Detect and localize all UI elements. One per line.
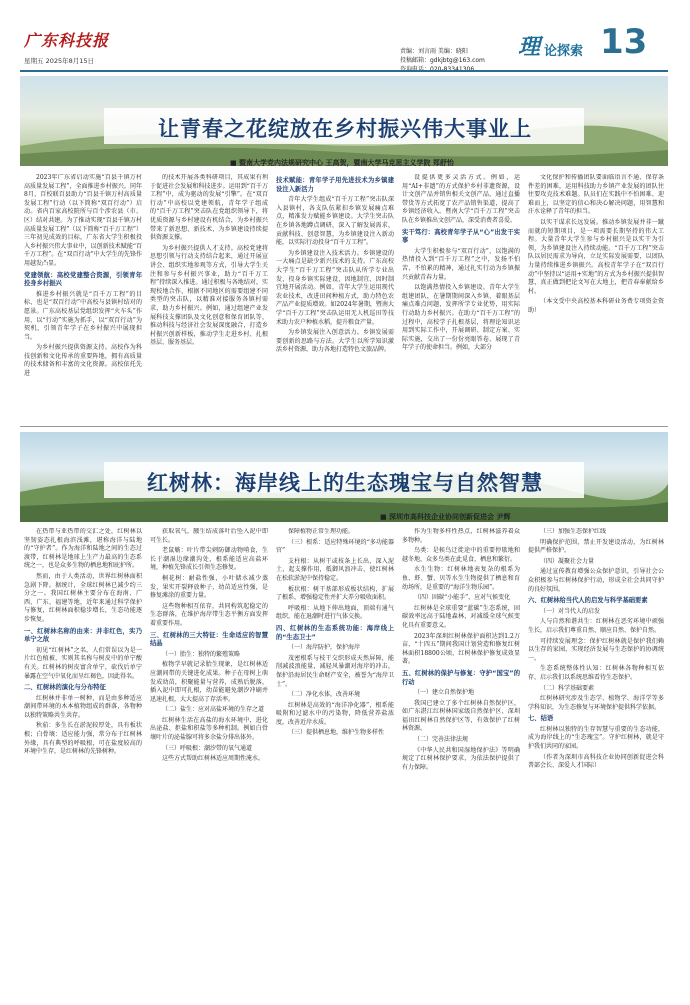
paragraph: 为乡村振兴提供资源支持。高校作为科技创新和文化传承的重要阵地，拥有高质量的技术储备和丰富的文化资源。高校依托先进 <box>24 344 142 378</box>
section-subhead: 二、红树林的演化与分布特征 <box>24 684 106 692</box>
paragraph: 以实干谋求长远发展。推动乡镇发展并非一蹴而就的短期项目，是一项需要长期坚持的伟大工程。大量青年大学生参与乡村振兴是以实干为引领，为乡镇建设注入持续动能。“百千万工程”突击队以居民需求为导向，立足实际发展需要，以团队力量持续推进乡镇振兴。高校青年学子在“双百行动”中坚持以“运用+实地”的方式为乡村振兴提供智慧，真正做到把论文写在大地上，把青春奉献给乡村。 <box>528 218 664 295</box>
paragraph: 的技术开展各类科研项目，其成果有利于促进社会发展和科技进步。运用到“百千万工程”中，成为驱动的发展“引擎”。在“双百行动”中高校以党建领航，青年学子组成的“百千万工程”突击队在党组织领导下，将优质资源与乡村建设有机结合，为乡村振兴带来了新思想、新技术，为乡镇建设持续提供资源支撑。 <box>150 174 268 242</box>
article2-column-2 <box>150 528 268 994</box>
paragraph: 青年大学生组成“百千万工程”突击队深入县镇村，各支队伍紧扣乡镇发展痛点难点，精准发力赋能乡镇建设。大学生突击队在乡镇各地蹲点调研，深入了解发展需求，贡献科技、创意智慧，为乡镇建设注入新动能，以实际行动投身“百千万工程”。 <box>276 196 394 247</box>
article1-byline: ■ 暨南大学党内法规研究中心 王高贺，暨南大学马克思主义学院 郑舒怡 <box>230 159 454 167</box>
paragraph: 茂密根系与枝干交织形成天然屏障，能削减波浪能量，减轻风暴潮对海岸的冲击，保护沿海居民生命财产安全，被誉为“海岸卫士”。 <box>276 654 394 688</box>
paragraph: （四）固碳“小能手”，应对气候变化 <box>414 594 511 602</box>
article2-title: 红树林：海岸线上的生态瑰宝与自然智慧 <box>147 471 543 495</box>
section-subhead: 七、结语 <box>528 715 554 723</box>
paragraph: 以饱满热情投入乡镇建设。青年大学生组建团队，在暑期期间深入乡镇，着眼基层痛点难点问题，发挥所学专业优势，用实际行动助力乡村振兴。在助力“百千万工程”的过程中，高校学子扎根基层，将理论知识运用到实际工作中，开展调研、制定方案、实际实施，交出了一份份亮眼答卷，展现了青年学子的使命担当。例如，大部分 <box>402 284 520 352</box>
paragraph: 为乡村振兴提供人才支持。高校党建将思想引领与行动支持结合起来，通过开展宣讲会、组织实地参观等方式，引导大学生关注和参与乡村振兴事业，助力“百千万工程”持续深入推进。通过积极与各地结对，实现校地合作，根据不同地区的需要组建不同类型的突击队，以精准对接服务各镇村需求，助力乡村振兴。例如，通过组建产业发展科技支撑团队及文化创意和保育团队等，推动科技与经济社会发展深度融合，打造乡村振兴创新样板，推动学生走进乡村、扎根基层、服务基层。 <box>150 244 268 347</box>
article1-column-4 <box>402 174 520 420</box>
paragraph: 生态系统整体性认知：红树林各物种相互依存，启示我们以系统思维看待生态保护。 <box>528 665 664 681</box>
masthead <box>0 0 690 72</box>
paragraph: 可持续发展理念：保护红树林就是保护我们赖以生存的家园，实现经济发展与生态保护的协调统一。 <box>528 637 664 662</box>
paragraph: 红树林以独特的生存智慧与重要的生态功能，成为海岸线上的“生态瑰宝”。守护红树林，就是守护我们共同的家园。 <box>528 725 664 751</box>
section-subhead: 党建领航：高校党建整合资源，引领青年投身乡村振兴 <box>24 271 142 288</box>
page-number: 13 <box>600 22 648 62</box>
section-subhead: 五、红树林的保护与修复：守护“国宝”的行动 <box>402 669 520 686</box>
section-subhead: 四、红树林的生态系统功能：海岸线上的“生态卫士” <box>276 624 394 641</box>
paragraph: 老鼠簕：叶片带尖刺防御动物啃食，生长于潮湿边缘潮沟处，根系能适应高盐环境，种植先锋成长引领生态修复。 <box>150 547 268 572</box>
section-tag <box>518 30 588 64</box>
paragraph: 为乡镇建设注入技术活力。乡镇建设的一大痛点是缺少新兴技术的支持。广东高校大学生“百千万工程”突击队从所学专业出发，投身乡镇实际建设，因地制宜、因时制宜地开展活动。例如，青年大学生运用现代农业技术，改进田间种植方式，助力特色农产品产业提质增效。如2024年暑期，暨南大学“百千万工程”突击队运用无人机巡田等技术助力农户种植水稻，提升粮食产量。 <box>276 249 394 326</box>
paragraph: 明确保护范围，禁止开发建设活动，为红树林提供严格保护。 <box>528 538 664 555</box>
paragraph: 秋茄：多生长在淤泥较厚处，具有板状根；白骨壤：适应能力强，常分布于红树林外缘，具有典型的呼吸根，可在盐度较高的环境中生存，是红树林的先锋树种。 <box>24 722 142 756</box>
paragraph: 作为生物多样性热点，红树林滋养着众多物种。 <box>402 528 520 544</box>
masthead-rule <box>20 70 668 72</box>
paragraph: （二）盐生：应对高盐环境的生存之道 <box>162 706 265 714</box>
article1-column-5 <box>528 174 664 420</box>
section-tag-char: 理 <box>518 35 541 60</box>
paragraph: 这些物种相互依存，共同构筑起稳定的生态群落，在维护海岸带生态平衡方面发挥着重要作用。 <box>150 602 268 627</box>
paragraph: 文化保护和传播团队要面临语言不通、保存条件差的困难，运用科技助力乡镇产业发展的团队往往要攻克技术难题。队员们在实践中不怕困难、迎难而上，以坚定的信心和决心解决问题，用智慧和汗水诠释了青年的担当。 <box>528 174 664 216</box>
article2-byline: ■ 深圳市高科技企业协同创新促进会 尹辉 <box>380 513 511 521</box>
newspaper-logo: 广东科技报 <box>24 31 110 50</box>
article1-column-1 <box>24 174 142 420</box>
section-subhead: 技术赋能：青年学子用先进技术为乡镇建设注入新活力 <box>276 177 394 193</box>
paragraph: 初见“红树林”之名，人们常误以为是一片红色植被，实则其名称与树皮中的单宁酸有关。红树林的树皮富含单宁，砍伐后单宁暴露在空气中氧化而呈红褐色，因此得名。 <box>24 646 142 680</box>
paragraph: （二）科学基础要素 <box>540 684 595 692</box>
paragraph: （作者为深圳市高科技企业协同创新促进会科普部会长、深爱人才国际） <box>528 753 664 770</box>
paragraph: 呼吸根：从地下伸出地面，顶端有通气组织，能在退潮时进行气体交换。 <box>276 604 394 621</box>
section-subhead: 一、红树林名称的由来：并非红色，实乃单宁之故 <box>24 627 142 644</box>
paragraph: 大学生积极参与“双百行动”，以饱满的热情投入到“百千万工程”之中，发扬不怕苦、不怕累的精神，通过扎实行动为乡镇振兴贡献青春力量。 <box>402 247 520 281</box>
paragraph: 然而，由于人类活动，世界红树林面积急剧下降。据统计，全球红树林已减少约三分之一。我国红树林主要分布在海南、广西、广东、福建等地，近年来通过科学保护与修复，红树林面积稳步增长，生态功能逐步恢复。 <box>24 572 142 623</box>
paragraph: 我国已建立了多个红树林自然保护区，如广东湛江红树林国家级自然保护区、深圳福田红树林自然保护区等，有效保护了红树林资源。 <box>402 699 520 733</box>
paragraph: 《中华人民共和国湿地保护法》等明确规定了红树林保护要求，为依法保护提供了有力保障。 <box>402 746 520 771</box>
article2-column-3 <box>276 528 394 994</box>
paragraph: 水生生物：红树林地表复杂的根系为鱼、虾、蟹、贝等水生生物提供了栖息和育幼场所，是重要的“海洋生物乐园”。 <box>402 566 520 591</box>
paragraph: 支柱根：从树干或枝条上长出，深入泥土，起支撑作用，抵御风浪冲击，使红树林在松软淤泥中保持稳定。 <box>276 557 394 582</box>
paragraph: 板状根：树干基部形成板状结构，扩展了根系，增强稳定性并扩大养分吸收面积。 <box>276 585 394 602</box>
paragraph: （一）对当代人的启发 <box>540 607 601 615</box>
paragraph: （一）胎生：独特的繁殖策略 <box>162 650 241 658</box>
article-divider <box>20 426 668 427</box>
paragraph: 通过宣传教育增强公众保护意识，引导社会公众积极参与红树林保护行动，形成全社会共同守护的良好氛围。 <box>528 568 664 593</box>
article1-column-3 <box>276 174 394 420</box>
paragraph: 植物学早就记录胎生现象，是红树林适应潮间带的关键进化成果。种子在母树上萌发成幼苗，积聚能量与营养，成熟后脱落，插入泥中即可扎根，幼苗能避免潮汐冲刷并迅速扎根，大大提高了存活率。 <box>150 661 268 703</box>
section-subhead: 实干笃行：高校青年学子从“心”出发干实事 <box>402 228 520 245</box>
credit-editor: 责编：刘言雨 美编：晓阳 <box>400 48 468 55</box>
paragraph: （本文受中央高校基本科研业务费专项资金资助） <box>528 298 664 314</box>
paragraph: 保障植物正常生理功能。 <box>288 528 355 535</box>
paragraph: 鸟类：是候鸟迁徙途中的重要停歇地和越冬地，众多鸟类在此觅食、栖息和繁衍。 <box>402 547 520 563</box>
credit-email: 投稿邮箱：gdkjbtg@163.com <box>400 57 485 64</box>
paragraph: （四）凝聚社会力量 <box>540 557 595 565</box>
paragraph: 桐花树：耐盐性强，小叶储水减少蒸发，果实开裂释放种子，幼苗适应性强，是修复滩涂的重要力量。 <box>150 574 268 600</box>
paragraph: （三）呼吸根：潮汐带的氧气通道 <box>162 744 253 752</box>
section-subhead: 三、红树林的三大特征：生命适应的智慧结晶 <box>150 631 268 648</box>
paragraph: 设提供更多灵活方式。例如，运用“AI+非遗”的方式保护乡村非遗资源，设计文创产品并销售相关文创产品，通过直播带货等方式拓宽了农产品销售渠道，提高了乡镇经济收入。暨南大学“百千万工程”突击队在乡镇推出文创产品，深受消费者喜爱。 <box>402 174 520 224</box>
paragraph: 2023年广东省启动实施“百县千镇万村高质量发展工程”，全面推进乡村振兴。同年8月，百校联百县助力“百县千镇万村高质量发展工程”行动（以下简称“双百行动”）启动。省内百家高校院所与百个涉农县（市、区）结对共建。为了推动实现“百县千镇万村高质量发展工程”（以下简称“百千万工程”）三年初见成效的目标，广东省大学生积极投入乡村振兴伟大事业中，以创新技术赋能“百千万工程”。在“双百行动”中大学生的先锋作用越发凸显。 <box>24 174 142 267</box>
section-subhead: 六、红树林给当代人的启发与科学基础要素 <box>528 597 648 605</box>
paragraph: 推进乡村振兴就是“百千万工程”的目标，也是“双百行动”中高校与县镇村结对的愿景。广东高校基层党组织发挥“火车头”作用，以“行动”实施为抓手，以“双百行动”为契机，引领青年学子在乡村振兴中展现担当。 <box>24 290 142 341</box>
paragraph: 2023年深圳红树林保护面积达到1.2万亩，“十四五”期间我国计划营造和修复红树林面积18800公顷，红树林保护修复成效显著。 <box>402 632 520 666</box>
paragraph: 红树林并非单一树种，而是由多种适应潮间带环境的木本植物组成的群落，各物种以独特策略共生共存。 <box>24 694 142 719</box>
section-tag-text: 论探索 <box>544 44 584 59</box>
article2-column-5 <box>528 528 664 994</box>
issue-date: 星期五 2025年8月15日 <box>24 57 95 65</box>
paragraph: 为乡镇发展注入创意活力。乡镇发展需要创新的思路与方法。大学生以所学知识激活乡村资源，助力各地打造特色文旅品牌。 <box>276 329 394 354</box>
article2-column-1 <box>24 528 142 994</box>
paragraph: （一）海岸防护，保护海岸 <box>288 644 361 652</box>
paragraph: 红树林是高效的“海洋净化器”，根系能吸附和过滤水中的污染物，降低营养盐浓度，改善近岸水质。 <box>276 701 394 726</box>
article1-title: 让青春之花绽放在乡村振兴伟大事业上 <box>158 117 532 141</box>
paragraph: 在热带与亚热带的交汇之处，红树林以坚韧姿态扎根海滨浅滩，堪称海洋与陆地的“守护者”。作为海洋和陆地之间的生态过渡带，红树林是地球上生产力最高的生态系统之一，也是众多生物的栖息地和庇护所。 <box>24 528 142 570</box>
paragraph: 这些方式帮助红树林适应周期性淹水。 <box>162 755 265 763</box>
paragraph: 红树林是全球重要“蓝碳”生态系统，固碳效率远高于陆地森林，对减缓全球气候变化具有重要意义。 <box>402 604 520 629</box>
paragraph: （二）完善法律法规 <box>414 736 469 744</box>
paragraph: 红树林生活在高盐的海水环境中，进化出泌盐、拒盐和积盐等多种机制。例如白骨壤叶片的泌盐腺可将多余盐分排出体外。 <box>150 716 268 742</box>
paragraph: （三）根系：适应特殊环境的“多功能器官” <box>276 538 394 555</box>
paragraph: （三）提供栖息地，维护生物多样性 <box>288 729 385 737</box>
article2-column-4 <box>402 528 520 994</box>
paragraph: 人与自然和谐共生：红树林在恶劣环境中顽强生长，启示我们尊重自然、顺应自然、保护自然。 <box>528 618 664 634</box>
paragraph: （三）加强生态保护红线 <box>540 528 607 535</box>
paragraph: 获取氧气，腋生结成落叶后坠入泥中即可生长。 <box>150 528 268 544</box>
paragraph: （一）建立自然保护地 <box>414 689 475 697</box>
paragraph: （二）净化水体，改善环境 <box>288 691 361 699</box>
article1-column-2 <box>150 174 268 420</box>
paragraph: 红树林研究涉及生态学、植物学、海洋学等多学科知识，为生态修复与环境保护提供科学依据。 <box>528 695 664 711</box>
